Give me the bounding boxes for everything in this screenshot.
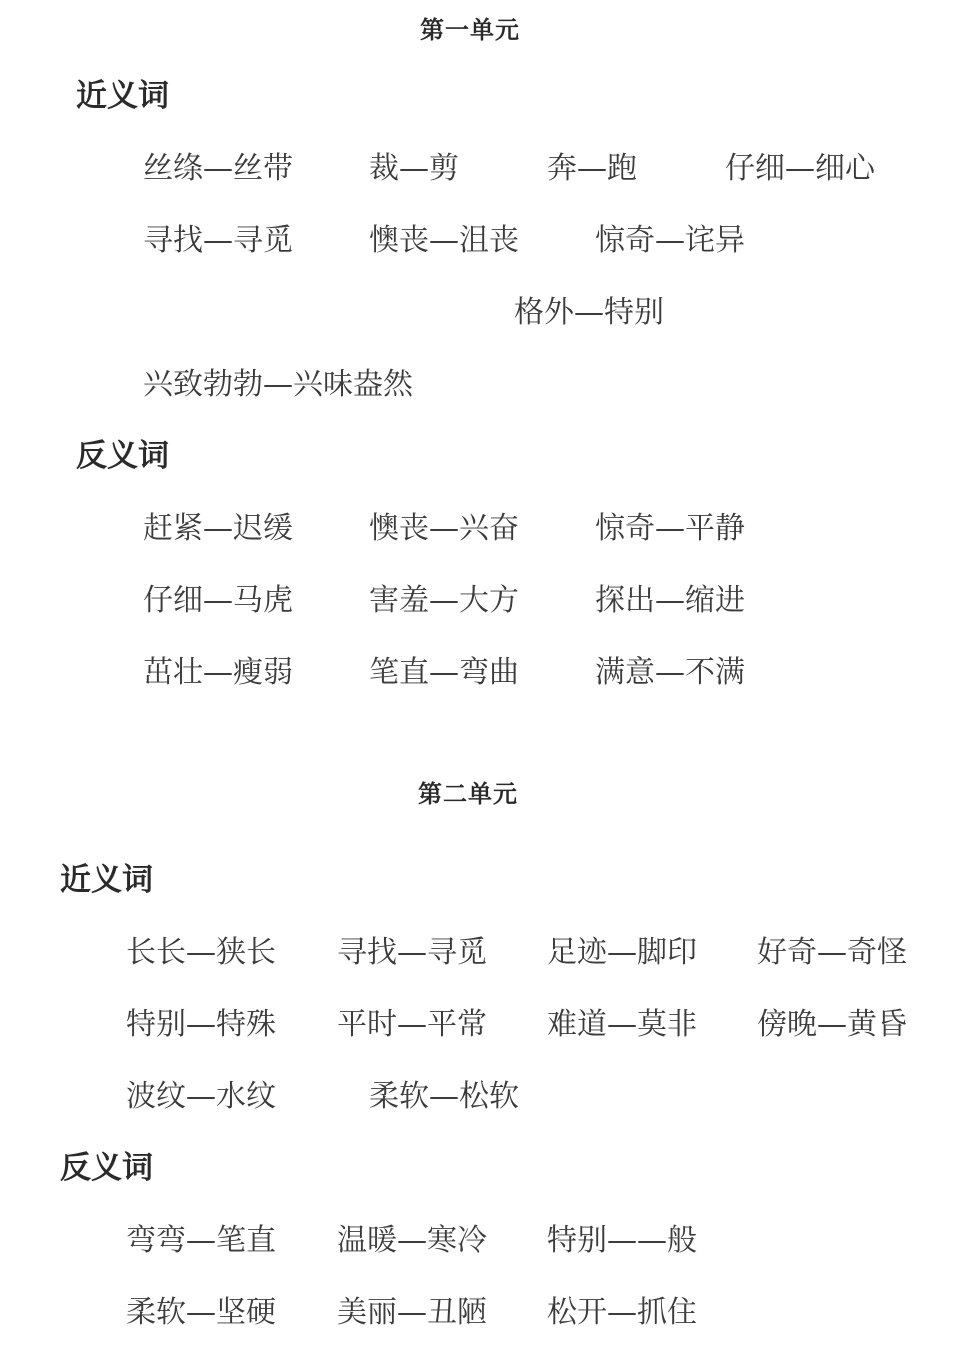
unit1-antonym-pair: 害羞—大方 [369,583,519,618]
unit1-synonym-pair: 仔细—细心 [725,151,875,186]
unit1-synonym-pair: 丝绦—丝带 [143,151,293,186]
unit1-synonym-pair: 寻找—寻觅 [143,223,293,258]
unit1-antonym-pair: 惊奇—平静 [595,511,745,546]
unit1-synonyms-heading: 近义词 [76,78,169,114]
unit2-synonym-pair: 寻找—寻觅 [337,935,487,970]
unit2-synonym-pair: 波纹—水纹 [126,1079,276,1114]
unit1-antonym-pair: 满意—不满 [595,655,745,690]
unit2-antonym-pair: 柔软—坚硬 [126,1295,276,1330]
unit1-synonym-pair: 兴致勃勃—兴味盎然 [143,367,413,402]
unit2-antonym-pair: 弯弯—笔直 [126,1223,276,1258]
unit1-title: 第一单元 [420,15,520,44]
unit1-synonym-pair: 惊奇—诧异 [595,223,745,258]
unit1-antonym-pair: 懊丧—兴奋 [369,511,519,546]
unit2-antonym-pair: 温暖—寒冷 [337,1223,487,1258]
unit2-synonym-pair: 足迹—脚印 [547,935,697,970]
unit2-synonym-pair: 柔软—松软 [369,1079,519,1114]
unit1-antonym-pair: 笔直—弯曲 [369,655,519,690]
unit2-synonym-pair: 好奇—奇怪 [757,935,907,970]
unit1-antonym-pair: 探出—缩进 [595,583,745,618]
unit2-synonym-pair: 难道—莫非 [547,1007,697,1042]
unit2-title: 第二单元 [418,779,518,808]
unit1-antonym-pair: 赶紧—迟缓 [143,511,293,546]
unit1-synonym-pair: 懊丧—沮丧 [369,223,519,258]
unit2-antonym-pair: 松开—抓住 [547,1295,697,1330]
unit2-synonym-pair: 平时—平常 [337,1007,487,1042]
unit2-antonyms-heading: 反义词 [60,1150,153,1186]
unit2-antonym-pair: 特别——般 [547,1223,697,1258]
unit2-synonym-pair: 特别—特殊 [126,1007,276,1042]
unit1-synonym-pair: 裁—剪 [369,151,459,186]
unit2-antonym-pair: 美丽—丑陋 [337,1295,487,1330]
unit2-synonyms-heading: 近义词 [60,862,153,898]
unit1-synonym-pair: 格外—特别 [514,295,664,330]
unit1-antonym-pair: 茁壮—瘦弱 [143,655,293,690]
unit2-synonym-pair: 傍晚—黄昏 [757,1007,907,1042]
unit1-antonym-pair: 仔细—马虎 [143,583,293,618]
unit1-synonym-pair: 奔—跑 [547,151,637,186]
unit1-antonyms-heading: 反义词 [76,438,169,474]
unit2-synonym-pair: 长长—狭长 [126,935,276,970]
